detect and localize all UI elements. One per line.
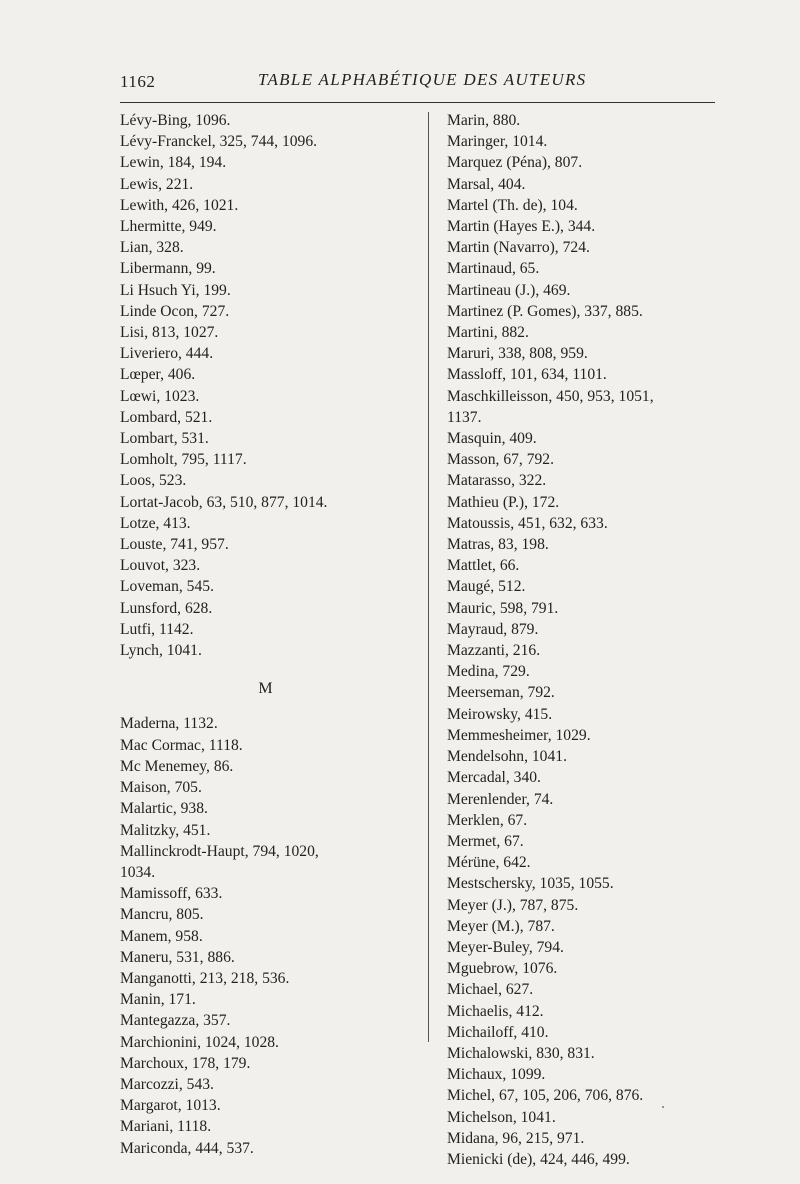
left-column bbox=[120, 110, 420, 1159]
index-entry: Lian, 328. bbox=[120, 239, 184, 257]
index-entry: Lortat-Jacob, 63, 510, 877, 1014. bbox=[120, 493, 328, 511]
index-entry: Marchionini, 1024, 1028. bbox=[120, 1033, 279, 1051]
index-entry: Mienicki (de), 424, 446, 499. bbox=[447, 1150, 630, 1168]
index-entry: Martinez (P. Gomes), 337, 885. bbox=[447, 302, 643, 320]
index-entry: Lotze, 413. bbox=[120, 514, 191, 532]
index-entry: Mattlet, 66. bbox=[447, 557, 520, 575]
index-entry: Manin, 171. bbox=[120, 991, 196, 1009]
header-rule bbox=[120, 102, 715, 103]
index-entry: Michel, 67, 105, 206, 706, 876. bbox=[447, 1087, 644, 1105]
running-title: TABLE ALPHABÉTIQUE DES AUTEURS bbox=[258, 70, 587, 89]
index-entry: Lewith, 426, 1021. bbox=[120, 196, 239, 214]
index-entry: Mercadal, 340. bbox=[447, 769, 541, 787]
index-entry: Mc Menemey, 86. bbox=[120, 757, 234, 775]
index-entry: Matarasso, 322. bbox=[447, 472, 547, 490]
index-entry: Li Hsuch Yi, 199. bbox=[120, 281, 231, 299]
index-entry: Lœwi, 1023. bbox=[120, 387, 200, 405]
index-entry: Lévy-Bing, 1096. bbox=[120, 112, 231, 129]
paper-speck bbox=[662, 1106, 664, 1108]
index-entry: 1137. bbox=[447, 408, 482, 426]
index-entry: Martinaud, 65. bbox=[447, 260, 540, 278]
index-entry: Maruri, 338, 808, 959. bbox=[447, 345, 588, 363]
index-entry: Mariani, 1118. bbox=[120, 1118, 212, 1136]
index-entry: Meyer (M.), 787. bbox=[447, 917, 555, 935]
index-entry: Lisi, 813, 1027. bbox=[120, 324, 219, 342]
index-entry: Michael, 627. bbox=[447, 981, 534, 999]
index-entry: Manganotti, 213, 218, 536. bbox=[120, 969, 290, 987]
index-entry: Libermann, 99. bbox=[120, 260, 216, 278]
index-entry: Mac Cormac, 1118. bbox=[120, 736, 243, 754]
index-entry: Meerseman, 792. bbox=[447, 684, 555, 702]
index-entry: Mallinckrodt-Haupt, 794, 1020, bbox=[120, 842, 319, 860]
index-entry: Mermet, 67. bbox=[447, 832, 524, 850]
index-entry: 1034. bbox=[120, 863, 156, 881]
index-entry: Masquin, 409. bbox=[447, 430, 537, 448]
page-header bbox=[120, 66, 715, 102]
index-entry: Mantegazza, 357. bbox=[120, 1012, 231, 1030]
index-entry: Lunsford, 628. bbox=[120, 599, 213, 617]
index-entry: Lomholt, 795, 1117. bbox=[120, 451, 247, 469]
index-entry: Martel (Th. de), 104. bbox=[447, 196, 578, 214]
index-entry: Marcozzi, 543. bbox=[120, 1075, 214, 1093]
index-entry: Malartic, 938. bbox=[120, 800, 208, 818]
index-entry: Maderna, 1132. bbox=[120, 715, 218, 733]
index-entry: Lombard, 521. bbox=[120, 408, 213, 426]
index-entry: Michaux, 1099. bbox=[447, 1066, 546, 1084]
index-entry: Malitzky, 451. bbox=[120, 821, 211, 839]
index-entry: Medina, 729. bbox=[447, 663, 530, 681]
index-entries-m bbox=[120, 713, 420, 1158]
right-column bbox=[447, 110, 747, 1170]
column-divider bbox=[428, 112, 429, 1042]
index-entry: Margarot, 1013. bbox=[120, 1097, 221, 1115]
index-entry: Lévy-Franckel, 325, 744, 1096. bbox=[120, 133, 318, 151]
index-entry: Michailoff, 410. bbox=[447, 1023, 549, 1041]
index-entry: Meyer-Buley, 794. bbox=[447, 938, 564, 956]
index-entry: Mguebrow, 1076. bbox=[447, 960, 558, 978]
index-entries-l bbox=[120, 110, 420, 661]
page-number: 1162 bbox=[120, 72, 156, 91]
index-entry: Manem, 958. bbox=[120, 927, 203, 945]
index-entry: Mancru, 805. bbox=[120, 906, 204, 924]
index-entry: Loveman, 545. bbox=[120, 578, 214, 596]
index-entry: Marquez (Péna), 807. bbox=[447, 154, 583, 172]
index-entry: Meirowsky, 415. bbox=[447, 705, 553, 723]
index-entry: Mendelsohn, 1041. bbox=[447, 748, 567, 766]
section-letter: M bbox=[258, 680, 274, 698]
index-entries-m-continued bbox=[447, 110, 747, 1170]
index-entry: Mathieu (P.), 172. bbox=[447, 493, 560, 511]
index-entry: Louste, 741, 957. bbox=[120, 536, 229, 554]
index-entry: Lutfi, 1142. bbox=[120, 620, 194, 638]
index-entry: Lombart, 531. bbox=[120, 430, 209, 448]
index-entry: Mazzanti, 216. bbox=[447, 642, 541, 660]
index-entry: Merklen, 67. bbox=[447, 811, 528, 829]
index-entry: Marsal, 404. bbox=[447, 175, 526, 193]
index-entry: Linde Ocon, 727. bbox=[120, 302, 230, 320]
index-entry: Mestschersky, 1035, 1055. bbox=[447, 875, 614, 893]
index-entry: Merenlender, 74. bbox=[447, 790, 554, 808]
index-entry: Marin, 880. bbox=[447, 112, 521, 129]
index-entry: Matoussis, 451, 632, 633. bbox=[447, 514, 608, 532]
index-entry: Martin (Hayes E.), 344. bbox=[447, 218, 596, 236]
index-entry: Masson, 67, 792. bbox=[447, 451, 554, 469]
index-entry: Michaelis, 412. bbox=[447, 1002, 544, 1020]
index-entry: Maugé, 512. bbox=[447, 578, 526, 596]
index-entry: Mayraud, 879. bbox=[447, 620, 539, 638]
index-entry: Liveriero, 444. bbox=[120, 345, 214, 363]
index-entry: Memmesheimer, 1029. bbox=[447, 726, 591, 744]
index-entry: Maschkilleisson, 450, 953, 1051, bbox=[447, 387, 654, 405]
index-entry: Lhermitte, 949. bbox=[120, 218, 217, 236]
index-entry: Matras, 83, 198. bbox=[447, 536, 549, 554]
index-entry: Marchoux, 178, 179. bbox=[120, 1054, 251, 1072]
index-entry: Michelson, 1041. bbox=[447, 1108, 556, 1126]
index-entry: Mariconda, 444, 537. bbox=[120, 1139, 254, 1157]
index-entry: Midana, 96, 215, 971. bbox=[447, 1129, 585, 1147]
index-entry: Maneru, 531, 886. bbox=[120, 948, 235, 966]
index-entry: Martineau (J.), 469. bbox=[447, 281, 571, 299]
index-entry: Mamissoff, 633. bbox=[120, 885, 223, 903]
index-entry: Martini, 882. bbox=[447, 324, 529, 342]
index-entry: Maringer, 1014. bbox=[447, 133, 548, 151]
index-entry: Lewis, 221. bbox=[120, 175, 194, 193]
index-entry: Meyer (J.), 787, 875. bbox=[447, 896, 579, 914]
index-entry: Lewin, 184, 194. bbox=[120, 154, 227, 172]
index-entry: Michalowski, 830, 831. bbox=[447, 1044, 595, 1062]
index-entry: Loos, 523. bbox=[120, 472, 187, 490]
index-entry: Lynch, 1041. bbox=[120, 642, 202, 660]
index-entry: Mérüne, 642. bbox=[447, 854, 531, 872]
index-entry: Martin (Navarro), 724. bbox=[447, 239, 590, 257]
index-entry: Mauric, 598, 791. bbox=[447, 599, 559, 617]
index-entry: Lœper, 406. bbox=[120, 366, 196, 384]
index-entry: Louvot, 323. bbox=[120, 557, 201, 575]
index-entry: Massloff, 101, 634, 1101. bbox=[447, 366, 607, 384]
index-entry: Maison, 705. bbox=[120, 779, 202, 797]
